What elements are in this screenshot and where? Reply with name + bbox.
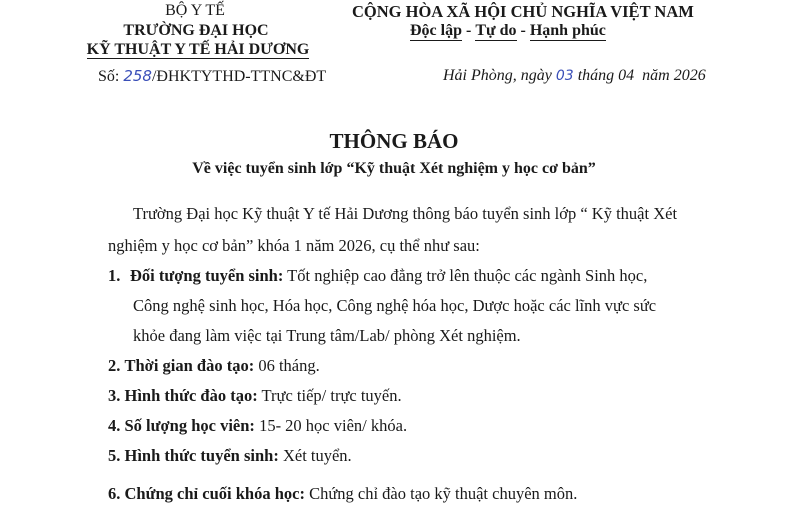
item-5-label: Hình thức tuyển sinh:: [124, 446, 279, 465]
item-1-number: 1.: [108, 266, 121, 285]
motto-separator1: -: [462, 22, 476, 39]
item-4: [108, 416, 407, 436]
document-number: [98, 67, 326, 86]
motto-part3: Hạnh phúc: [529, 22, 606, 39]
date-day-handwritten: 03: [555, 68, 574, 84]
national-motto: [410, 22, 606, 41]
date-suffix: tháng 04 năm 2026: [573, 67, 706, 84]
date-prefix: Hải Phòng, ngày: [443, 67, 556, 84]
school-name-line2-text: KỸ THUẬT Y TẾ HẢI DƯƠNG: [86, 41, 310, 58]
item-1-text-line1: Tốt nghiệp cao đẳng trở lên thuộc các ngành Sinh học,: [283, 266, 648, 285]
item-1-label: Đối tượng tuyển sinh:: [130, 266, 284, 285]
item-5: [108, 446, 352, 466]
motto-part1: Độc lập: [410, 22, 462, 39]
item-3-number: 3.: [108, 386, 121, 405]
item-4-number: 4.: [108, 416, 121, 435]
item-4-label: Số lượng học viên:: [124, 416, 255, 435]
item-6-number: 6.: [108, 484, 121, 503]
item-3-text: Trực tiếp/ trực tuyến.: [257, 386, 402, 405]
school-name-line2: [85, 41, 311, 59]
doc-number-handwritten: 258: [123, 67, 152, 85]
item-3: [108, 386, 402, 406]
nation-title: CỘNG HÒA XÃ HỘI CHỦ NGHĨA VIỆT NAM: [352, 2, 694, 21]
item-4-text: 15- 20 học viên/ khóa.: [254, 416, 408, 435]
item-6-label: Chứng chỉ cuối khóa học:: [124, 484, 305, 503]
school-name-line1: TRƯỜNG ĐẠI HỌC: [123, 22, 269, 39]
issue-date: [443, 67, 706, 85]
item-2-number: 2.: [108, 356, 121, 375]
item-3-label: Hình thức đào tạo:: [124, 386, 258, 405]
intro-line2: nghiệm y học cơ bản” khóa 1 năm 2026, cụ thể như sau:: [108, 236, 480, 255]
item-1: [108, 266, 647, 286]
item-1-text-line2: Công nghệ sinh học, Hóa học, Công nghệ hóa học, Dược hoặc các lĩnh vực sức: [133, 296, 657, 315]
doc-number-suffix: /ĐHKTYTHD-TTNC&ĐT: [151, 68, 327, 85]
item-6-text: Chứng chỉ đào tạo kỹ thuật chuyên môn.: [304, 484, 578, 503]
item-2: [108, 356, 320, 376]
doc-number-prefix: Số:: [98, 68, 124, 85]
notice-subtitle: Về việc tuyển sinh lớp “Kỹ thuật Xét nghiệm y học cơ bản”: [192, 160, 596, 177]
motto-part2: Tự do: [475, 22, 517, 39]
ministry-name: BỘ Y TẾ: [165, 2, 225, 19]
item-5-text: Xét tuyển.: [278, 446, 352, 465]
item-5-number: 5.: [108, 446, 121, 465]
notice-title: THÔNG BÁO: [329, 129, 459, 153]
item-6: [108, 484, 577, 504]
motto-separator2: -: [516, 22, 530, 39]
item-2-text: 06 tháng.: [254, 356, 320, 375]
item-2-label: Thời gian đào tạo:: [124, 356, 255, 375]
intro-line1: Trường Đại học Kỹ thuật Y tế Hải Dương thông báo tuyển sinh lớp “ Kỹ thuật Xét: [133, 204, 678, 223]
item-1-text-line3: khỏe đang làm việc tại Trung tâm/Lab/ phòng Xét nghiệm.: [133, 326, 521, 345]
